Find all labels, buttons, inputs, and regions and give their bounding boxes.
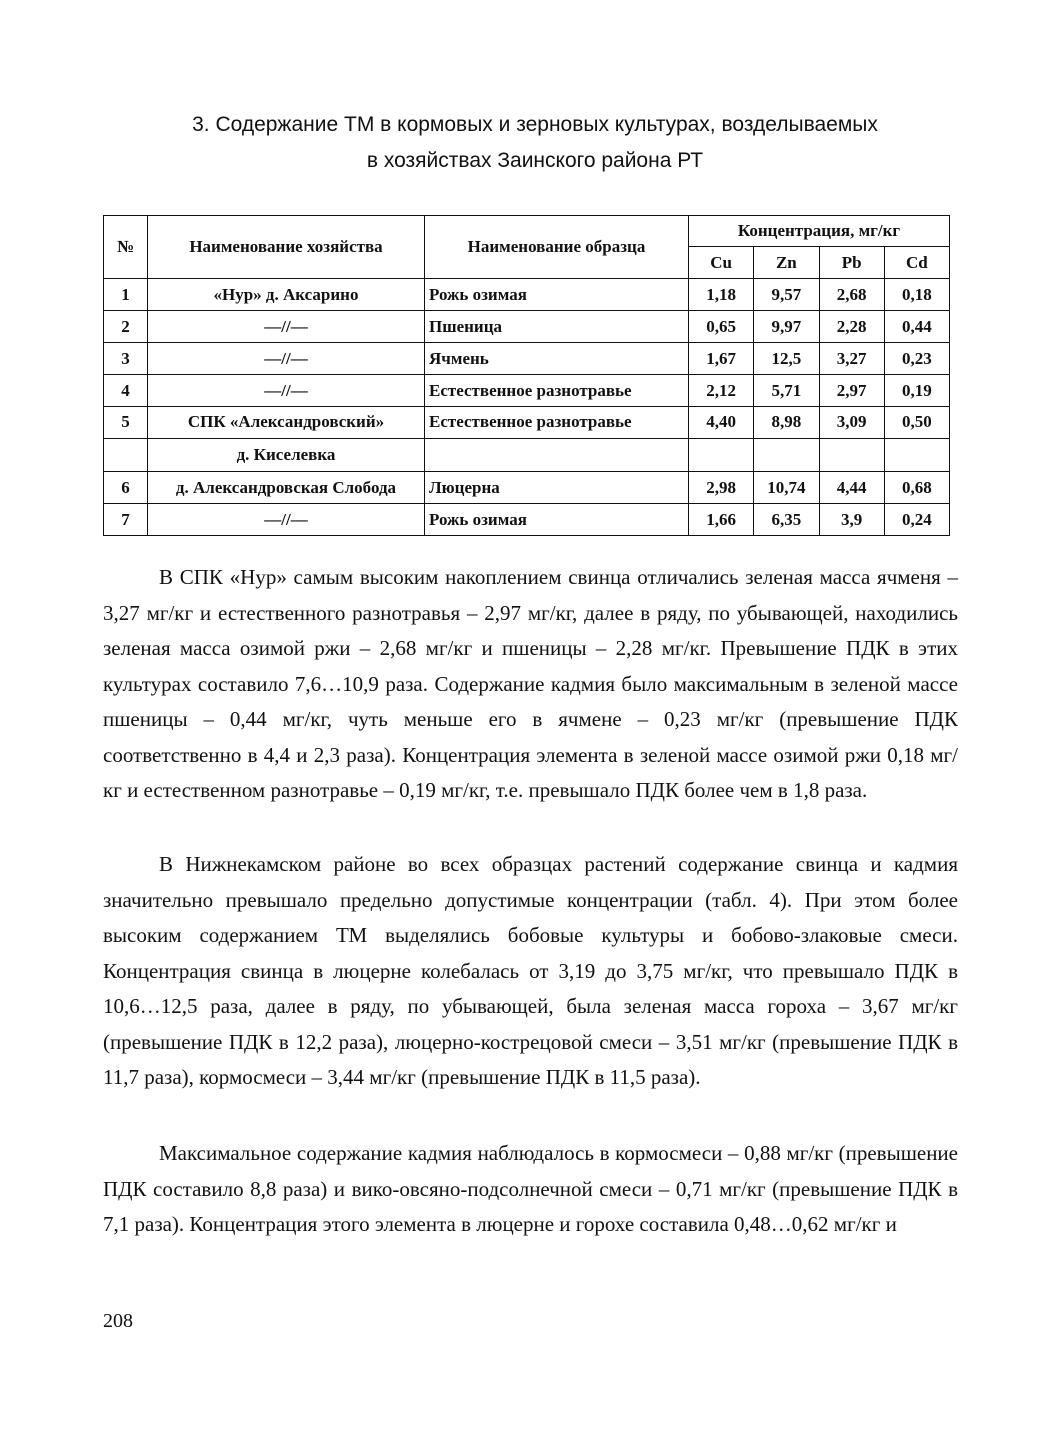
table-row <box>104 375 950 407</box>
row-cd: 0,19 <box>884 375 949 407</box>
row-pb: 2,68 <box>819 279 884 311</box>
header-pb: Pb <box>819 247 884 279</box>
row-zn: 5,71 <box>754 375 819 407</box>
row-sample: Рожь озимая <box>425 279 689 311</box>
row-pb: 2,97 <box>819 375 884 407</box>
paragraph-2-text: В Нижнекамском районе во всех образцах растений содержание свинца и кадмия значительно превышало предельно допустимые концентрации (табл. 4). При этом более высоким содержанием ТМ выделялись бобовые культуры и бобово-злаковые смеси. Концентрация свинца в люцерне колебалась от 3,19 до 3,75 мг/кг, что превышало ПДК в 10,6…12,5 раза, далее в ряду, по убывающей, была зеленая масса гороха – 3,67 мг/кг (превышение ПДК в 12,2 раза), люцерно-кострецовой смеси – 3,51 мг/кг (превышение ПДК в 11,7 раза), кормосмеси – 3,44 мг/кг (превышение ПДК в 11,5 раза). <box>103 852 958 1089</box>
row-cu: 4,40 <box>689 407 754 439</box>
paragraph-2 <box>103 847 958 1096</box>
row-cd: 0,24 <box>884 504 949 536</box>
row-num: 3 <box>104 343 148 375</box>
paragraph-1-text: В СПК «Нур» самым высоким накоплением свинца отличались зеленая масса ячменя – 3,27 мг/кг и естественного разнотравья – 2,97 мг/кг, далее в ряду, по убывающей, находились зеленая масса озимой ржи – 2,68 мг/кг и пшеницы – 2,28 мг/кг. Превышение ПДК в этих культурах составило 7,6…10,9 раза. Содержание кадмия было максимальным в зеленой массе пшеницы – 0,44 мг/кг, чуть меньше его в ячмене – 0,23 мг/кг (превышение ПДК соответственно в 4,4 и 2,3 раза). Концентрация элемента в зеленой массе озимой ржи 0,18 мг/кг и естественном разнотравье – 0,19 мг/кг, т.е. превышало ПДК более чем в 1,8 раза. <box>103 565 958 802</box>
row-pb: 3,9 <box>819 504 884 536</box>
header-farm: Наименование хозяйства <box>148 216 425 279</box>
row-farm-line2: д. Киселевка <box>148 439 425 472</box>
page-number: 208 <box>103 1310 133 1332</box>
row-cu: 1,18 <box>689 279 754 311</box>
table-caption-line-1: 3. Содержание ТМ в кормовых и зерновых культурах, возделываемых <box>192 113 878 136</box>
row-num: 6 <box>104 472 148 504</box>
header-cu: Cu <box>689 247 754 279</box>
row-zn: 12,5 <box>754 343 819 375</box>
table-row <box>104 311 950 343</box>
row-cd: 0,50 <box>884 407 949 439</box>
table-row <box>104 472 950 504</box>
row-zn: 8,98 <box>754 407 819 439</box>
row-farm: —//— <box>148 343 425 375</box>
row-farm: д. Александровская Слобода <box>148 472 425 504</box>
header-concentration: Концентрация, мг/кг <box>689 216 950 247</box>
table-row-continuation <box>104 439 950 472</box>
row-zn: 6,35 <box>754 504 819 536</box>
paragraph-3 <box>103 1136 958 1243</box>
row-zn: 9,97 <box>754 311 819 343</box>
row-num: 4 <box>104 375 148 407</box>
row-sample: Ячмень <box>425 343 689 375</box>
row-num: 1 <box>104 279 148 311</box>
row-sample: Естественное разнотравье <box>425 375 689 407</box>
row-cd: 0,44 <box>884 311 949 343</box>
row-farm: —//— <box>148 504 425 536</box>
row-sample: Пшеница <box>425 311 689 343</box>
row-cu: 2,98 <box>689 472 754 504</box>
paragraph-3-text: Максимальное содержание кадмия наблюдалось в кормосмеси – 0,88 мг/кг (превышение ПДК составило 8,8 раза) и вико-овсяно-подсолнечной смеси – 0,71 мг/кг (превышение ПДК в 7,1 раза). Концентрация этого элемента в люцерне и горохе составила 0,48…0,62 мг/кг и <box>103 1141 958 1236</box>
row-cd: 0,23 <box>884 343 949 375</box>
row-farm: СПК «Александровский» <box>148 407 425 439</box>
row-num: 7 <box>104 504 148 536</box>
row-sample: Естественное разнотравье <box>425 407 689 439</box>
header-zn: Zn <box>754 247 819 279</box>
table-row <box>104 504 950 536</box>
row-farm: —//— <box>148 311 425 343</box>
row-cd: 0,68 <box>884 472 949 504</box>
concentration-table <box>103 215 950 536</box>
table-caption-line-2: в хозяйствах Заинского района РТ <box>366 149 704 172</box>
table-row <box>104 279 950 311</box>
row-cd: 0,18 <box>884 279 949 311</box>
row-zn: 10,74 <box>754 472 819 504</box>
header-num: № <box>104 216 148 279</box>
row-pb: 3,27 <box>819 343 884 375</box>
row-farm: —//— <box>148 375 425 407</box>
row-cu: 2,12 <box>689 375 754 407</box>
row-sample: Рожь озимая <box>425 504 689 536</box>
row-pb: 2,28 <box>819 311 884 343</box>
row-pb: 4,44 <box>819 472 884 504</box>
row-num: 5 <box>104 407 148 439</box>
row-cu: 1,66 <box>689 504 754 536</box>
table-row <box>104 407 950 439</box>
header-cd: Cd <box>884 247 949 279</box>
table-row <box>104 343 950 375</box>
row-cu: 0,65 <box>689 311 754 343</box>
paragraph-1 <box>103 560 958 809</box>
header-sample: Наименование образца <box>425 216 689 279</box>
row-farm: «Нур» д. Аксарино <box>148 279 425 311</box>
row-num: 2 <box>104 311 148 343</box>
row-cu: 1,67 <box>689 343 754 375</box>
row-sample: Люцерна <box>425 472 689 504</box>
row-pb: 3,09 <box>819 407 884 439</box>
row-zn: 9,57 <box>754 279 819 311</box>
